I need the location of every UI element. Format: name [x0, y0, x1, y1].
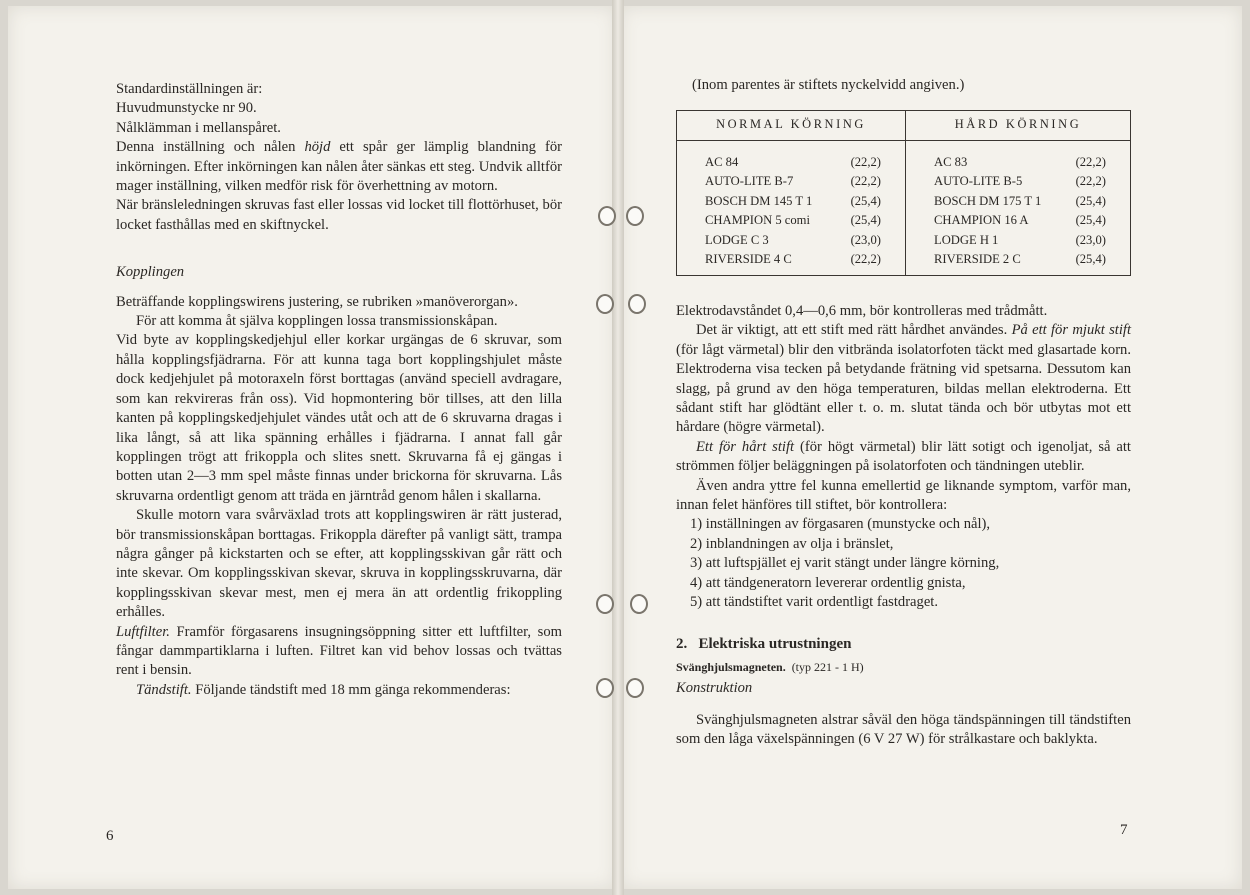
table-row: RIVERSIDE 2 C (25,4): [934, 251, 1106, 266]
table-caption: (Inom parentes är stiftets nyckelvidd angiven.): [692, 77, 965, 93]
punch-hole: [596, 678, 614, 698]
left-text-column: [116, 80, 562, 700]
checklist-item: 4) att tändgeneratorn levererar ordentlig gnista,: [690, 574, 966, 591]
table-header: HÅRD KÖRNING: [906, 111, 1131, 141]
paragraph-other-faults: Även andra yttre fel kunna emellertid ge liknande symptom, varför man, innan felet hänföres till stiftet, bör kontrollera:: [676, 477, 1131, 514]
paragraph-air-filter: Luftfilter. Framför förgasarens insugningsöppning sitter ett luftfilter, som fångar dammpartiklarna i luften. Filtret kan vid behov lossas och tvättas rent i bensin.: [116, 623, 562, 679]
page-number: 6: [106, 828, 114, 844]
table-row: LODGE C 3 (23,0): [705, 232, 881, 247]
paragraph-soft-plug: Det är viktigt, att ett stift med rätt hårdhet användes. På ett för mjukt stift (för lågt värmetal) blir den vitbrända isolatorfoten täckt med glasartade korn. Elektroderna visa tecken på betydande frätning vid spetsarna. Dessutom kan slagg, på grund av den höga temperaturen, bildas mellan elektroderna. Ett sådant stift har glödtänt eller t. o. m. slutat tända och bör utbytas mot ett hårdare (högre värmetal).: [676, 322, 1132, 436]
paragraph-fuel-line: När bränsleledningen skruvas fast eller lossas vid locket till flottörhuset, bör locket fasthållas med en skiftnyckel.: [116, 197, 562, 233]
page-number: 7: [1120, 822, 1128, 838]
paragraph: Beträffande kopplingswirens justering, se rubriken »manöverorgan».: [116, 293, 518, 310]
checklist-item: 5) att tändstiftet varit ordentligt fastdraget.: [690, 594, 939, 611]
checklist-item: 1) inställningen av förgasaren (munstycke och nål),: [690, 516, 991, 533]
paragraph-electrode-gap: Elektrodavståndet 0,4—0,6 mm, bör kontrolleras med trådmått.: [676, 303, 1048, 319]
table-row: AC 84 (22,2): [705, 155, 881, 169]
table-row: AUTO-LITE B-7 (22,2): [705, 174, 881, 189]
table-row: RIVERSIDE 4 C (22,2): [705, 251, 881, 266]
hard-column: [906, 141, 1131, 276]
checklist-item: 2) inblandningen av olja i bränslet,: [690, 535, 894, 552]
subsection-title: Svänghjulsmagneten. (typ 221 - 1 H): [676, 659, 864, 674]
table-row: AC 83 (22,2): [934, 155, 1106, 169]
paragraph: Vid byte av kopplingskedjehjul eller korkar urgängas de 6 skruvar, som hålla kopplingsfjädrarna. För att kunna taga bort kopplingshjulet måste dock kedjehjulet på motoraxeln först borttagas (använd speciell avdragare, som kan rekvireras från oss). Vid hopmontering bör tillses, att den lilla kanten på kopplingskedjehjulet vändes utåt och att de 6 skruvarna dragas i lika långt, så att lika spänning erhålles i fjädrarna. I annat fall går kopplingen trögt att frikoppla och slites snett. Skruvarna få ej gängas i botten utan 2—3 mm spel måste finnas under brickorna för skruvarna. Lås skruvarna ordentligt genom att träda en järntråd genom hålen i skallarna.: [116, 332, 562, 504]
heading-konstruktion: Konstruktion: [676, 680, 753, 697]
paragraph: För att komma åt själva kopplingen lossa transmissionskåpan.: [136, 313, 498, 330]
paragraph-hard-plug: Ett för hårt stift (för högt värmetal) blir lätt sotigt och igenoljat, så att strömmen följer beläggningen på isolatorfoten och tändningen uteblir.: [676, 438, 1131, 475]
table-header: NORMAL KÖRNING: [677, 111, 906, 141]
intro-line: Huvudmunstycke nr 90.: [116, 100, 257, 117]
punch-hole: [628, 294, 646, 314]
normal-column: [677, 141, 906, 276]
table-row: LODGE H 1 (23,0): [934, 232, 1106, 247]
paragraph-spark-plugs: Tändstift. Följande tändstift med 18 mm gänga rekommenderas:: [136, 681, 511, 698]
table-row: CHAMPION 5 comi (25,4): [705, 213, 881, 228]
table-row: BOSCH DM 145 T 1 (25,4): [705, 193, 881, 208]
section-title: 2. Elektriska utrustningen: [676, 635, 852, 652]
table-row: AUTO-LITE B-5 (22,2): [934, 174, 1106, 189]
table-row: BOSCH DM 175 T 1 (25,4): [934, 193, 1106, 208]
checklist-item: 3) att luftspjället ej varit stängt under längre körning,: [690, 555, 1000, 572]
punch-hole: [596, 294, 614, 314]
intro-line: Standardinställningen är:: [116, 81, 263, 97]
punch-hole: [598, 206, 616, 226]
section-heading-kopplingen: Kopplingen: [116, 264, 185, 281]
punch-hole: [626, 678, 644, 698]
punch-hole: [596, 594, 614, 614]
spark-plug-table: [676, 110, 1131, 276]
punch-hole: [630, 594, 648, 614]
paragraph-construction: Svänghjulsmagneten alstrar såväl den höga tändspänningen till tändstiften som den låga växelspänningen (6 V 27 W) för strålkastare och baklykta.: [676, 711, 1131, 748]
paragraph-needle-height: Denna inställning och nålen höjd ett spår ger lämplig blandning för inkörningen. Efter inkörningen kan nålen åter sänkas ett steg. Undvik alltför mager inställning, vilken medför risk för överhettning av motorn.: [116, 139, 562, 195]
paragraph: Skulle motorn vara svårväxlad trots att kopplingswiren är rätt justerad, bör transmissionskåpan borttagas. Frikoppla därefter på vanligt sätt, trampa några gånger på kickstarten och se efter, att kopplingsskivan går rätt och inte skevar. Om kopplingsskivan skevar, skruva in kopplingsskruvarna, där kopplingsskivan skevar mest, men ej mera än att ordentlig frikoppling erhålles.: [116, 507, 562, 621]
table-row: CHAMPION 16 A (25,4): [934, 213, 1106, 228]
right-text-column: [676, 302, 1131, 750]
intro-line: Nålklämman i mellanspåret.: [116, 119, 281, 136]
binding-gutter: [612, 0, 624, 895]
punch-hole: [626, 206, 644, 226]
